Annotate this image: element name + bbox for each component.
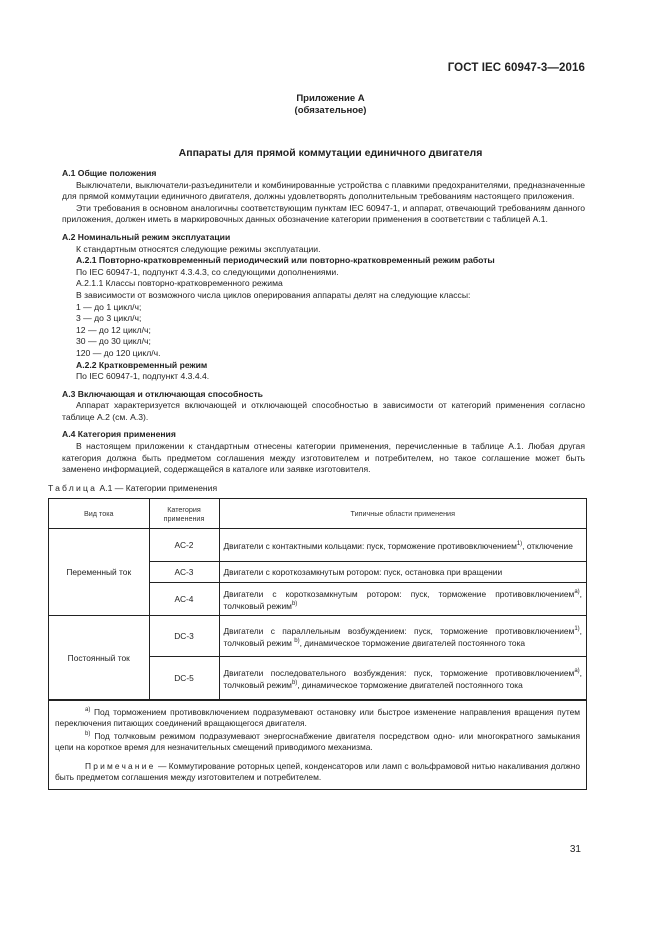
paragraph: По IEC 60947-1, подпункт 4.3.4.3, со следующими дополнениями. (76, 266, 339, 277)
table-caption-word: Таблица (48, 482, 98, 493)
category-cell: АС-3 (149, 562, 219, 583)
subsection-heading: А.2.1 Повторно-кратковременный периодический или повторно-кратковременный режим работы (76, 255, 495, 266)
list-item: 3 — до 3 цикл/ч; (76, 313, 142, 324)
current-type-cell: Постоянный ток (49, 616, 149, 700)
section-heading: А.3 Включающая и отключающая способность (62, 388, 263, 399)
application-cell: Двигатели с короткозамкнутым ротором: пуск, торможение противовключением$^{а)}$, толчковый режим$^{b)}$ (219, 583, 586, 616)
category-cell: АС-4 (149, 583, 219, 616)
table-header-cell: Типичные области применения (219, 499, 586, 529)
application-cell: Двигатели с короткозамкнутым ротором: пуск, остановка при вращении (219, 562, 586, 583)
appendix-status: (обязательное) (294, 105, 367, 116)
table-header-cell: Вид тока (49, 499, 149, 529)
table-header-cell: Категория применения (149, 499, 219, 529)
list-item: 30 — до 30 цикл/ч; (76, 336, 151, 347)
document-body (48, 168, 585, 790)
category-cell: DC-5 (149, 657, 219, 700)
paragraph: К стандартным относятся следующие режимы эксплуатации. (76, 243, 321, 254)
categories-table (49, 499, 586, 700)
footnote-a: $^{а)}$ Под торможением противовключением подразумевают остановку или быстрое изменение направления вращения путем переключения питающих соединений вращающегося двигателя. (55, 707, 580, 729)
table-row (49, 616, 586, 657)
subsection-heading: А.2.2 Кратковременный режим (76, 359, 208, 370)
table-frame (48, 498, 587, 790)
standard-header: ГОСТ IEC 60947-3—2016 (447, 62, 585, 74)
current-type-cell: Переменный ток (49, 529, 149, 616)
table-row (49, 529, 586, 562)
paragraph: В настоящем приложении к стандартным отнесены категории применения, перечисленные в таблице А.1. Любая другая категория должна быть предметом соглашения между изготовителем и потребителем, но такое соглашение может быть заменено информацией, содержащейся в каталоге или заявке изготовителя. (62, 441, 585, 475)
subsection-heading: А.2.1.1 Классы повторно-кратковременного режима (76, 278, 283, 289)
application-cell: Двигатели с контактными кольцами: пуск, торможение противовключением$^{1)}$, отключение (219, 529, 586, 562)
paragraph: По IEC 60947-1, подпункт 4.3.4.4. (76, 371, 210, 382)
application-cell: Двигатели с параллельным возбуждением: пуск, торможение противовключением$^{1)}$, толчковый режим $^{b)}$, динамическое торможение двигателей постоянного тока (219, 616, 586, 657)
list-item: 12 — до 12 цикл/ч; (76, 324, 151, 335)
appendix-title: Приложение А (296, 93, 365, 104)
table-header-row (49, 499, 586, 529)
section-heading: А.2 Номинальный режим эксплуатации (62, 231, 231, 242)
paragraph: Эти требования в основном аналогичны соответствующим пунктам IEC 60947-1, и аппарат, отвечающий требованиям данного приложения, должен иметь в маркировочных данных обозначение категории применения в соответствии с таблицей А.1. (62, 202, 585, 225)
list-item: 1 — до 1 цикл/ч; (76, 301, 142, 312)
table-note: Примечание — Коммутирование роторных цепей, конденсаторов или ламп с вольфрамовой нитью накаливания должно быть предметом соглашения между изготовителем и потребителем. (55, 761, 580, 783)
paragraph: Аппарат характеризуется включающей и отключающей способностью в зависимости от категорий применения согласно таблице А.2 (см. А.3). (62, 400, 585, 422)
paragraph: Выключатели, выключатели-разъединители и комбинированные устройства с плавкими предохранителями, предназначенные для прямой коммутации единичного двигателя, должны удовлетворять дополнительным требованиям настоящего приложения. (62, 179, 585, 202)
paragraph: В зависимости от возможного числа циклов оперирования аппараты делят на следующие классы: (76, 289, 471, 300)
table-footnotes (49, 700, 586, 789)
category-cell: АС-2 (149, 529, 219, 562)
page-number: 31 (569, 844, 581, 855)
table-caption (48, 483, 585, 495)
section-heading: А.4 Категория применения (62, 429, 176, 440)
list-item: 120 — до 120 цикл/ч. (76, 347, 161, 358)
main-title: Аппараты для прямой коммутации единичного двигателя (178, 147, 483, 159)
appendix-heading (0, 93, 661, 117)
table-caption-text: А.1 — Категории применения (99, 482, 218, 493)
category-cell: DC-3 (149, 616, 219, 657)
footnote-b: $^{b)}$ Под толчковым режимом подразумевают энергоснабжение двигателя посредством одно- или многократного замыкания цепи на короткое время для незначительных смещений приводимого механизма. (55, 731, 580, 753)
application-cell: Двигатели последовательного возбуждения: пуск, торможение противовключением$^{а)}$, толчковый режим$^{b)}$, динамическое торможение двигателей постоянного тока (219, 657, 586, 700)
section-heading: А.1 Общие положения (62, 168, 157, 178)
